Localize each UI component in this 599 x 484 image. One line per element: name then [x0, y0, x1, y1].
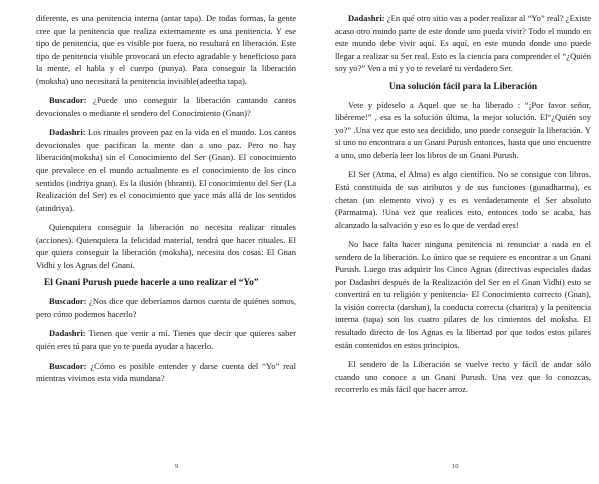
- dialogue-text: Tienen que venir a mí. Tienes que decir que quieres saber quién eres tú para que yo te pueda ayudar a hacerlo.: [36, 328, 296, 352]
- dialogue-text: Los rituales proveen paz en la vida en el mundo. Los cantos devocionales que pacifican la mente dan a uno paz. Pero no hay liberación(moksha) sin el Conocimiento del Ser (Gnan). El conocimiento que prevalece en el mundo actualmente es el conocimiento de los cinco sentidos (indriya gnan). Es la ilusión (bhranti). El conocimiento del Ser (La Realización del Ser) es el conocimiento que yace más allá de los sentidos (atindriya).: [36, 127, 296, 213]
- dialogue-text: ¿Puede uno conseguir la liberación cantando cantos devocionales o mediante el sendero del Conocimiento (Gnan)?: [36, 95, 296, 118]
- section-heading: El Gnani Purush puede hacerle a uno realizar el “Yo”: [44, 278, 259, 289]
- dialogue-paragraph: [36, 327, 296, 352]
- dialogue-paragraph: [36, 360, 296, 385]
- dialogue-text: ¿Nos dice que deberíamos darnos cuenta de quiénes somos, pero cómo podemos hacerlo?: [36, 296, 296, 319]
- dialogue-paragraph: [36, 295, 296, 320]
- dialogue-paragraph: [335, 12, 591, 75]
- dialogue-text: ¿En qué otro sitio vas a poder realizar al “Yo” real? ¿Existe acaso otro mundo parte de este donde uno pueda vivir? Todo el mundo en este mundo debe vivir aquí. Es aquí, en este mundo donde uno puede llegar a realizar su Ser real. Esto es la ciencia para comprender el “¿Quién soy yo?” Ven a mí y yo te revelaré tu verdadero Ser.: [335, 13, 591, 74]
- paragraph: Quienquiera conseguir la liberación no necesita realizar rituales (acciones). Quienquiera la felicidad material, tendrá que hacer rituales. El que quiera conseguir la liberación (moksha), necesita dos cosas: El Gnan Vidhi y los Agnas del Gnani.: [36, 222, 296, 270]
- left-page: [36, 12, 296, 385]
- section-heading: Una solución fácil para la Liberación: [388, 81, 538, 92]
- right-page: [335, 12, 591, 396]
- page-number: 9: [175, 463, 179, 470]
- dialogue-paragraph: [36, 94, 296, 119]
- page-number: 10: [452, 463, 459, 470]
- speaker-label: Dadashri:: [348, 13, 385, 23]
- speaker-label: Dadashri:: [49, 328, 86, 339]
- paragraph: El sendero de la Liberación se vuelve recto y fácil de andar sólo cuando uno conoce a un Gnani Purush. Una vez que lo conozcas, recorrerlo es más fácil que hacer arroz.: [335, 359, 591, 395]
- paragraph: Vete y pídeselo a Aquel que se ha liberado : “¡Por favor señor, libéreme!” , esa es la solución última, la mejor solución. El“¿Quién soy yo?” .Una vez que esto sea decidido, uno puede conseguir la liberación. Y si uno no encontrara a un Gnani Purush entonces, hasta que uno encuentre a uno, uno debería leer los libros de un Gnani Purush.: [335, 99, 591, 160]
- paragraph: El Ser (Atma, el Alma) es algo científico. No se consigue con libros. Está constituida de sus atributos y de sus funciones (gunadharma), es chetan (un elemento vivo) y es es verdaderamente el Ser absoluto (Parmatma). !Una vez que realices esto, entonces todo se acaba, has alcanzado la salvación y eso es lo que de verdad eres!: [335, 169, 591, 230]
- speaker-label: Buscador:: [49, 95, 87, 106]
- paragraph: No hace falta hacer ninguna penitencia ni renunciar a nada en el sendero de la liberación. Lo único que se requiere es encontrar a un Gnani Purush. Luego tras adquirir los Cinco Agnas (directivas especiales dadas por Dadashri después de la Realización del Ser en el Gnan Vidhi) esto se convertirá en tu religión y penitencia- El Conocimiento correcto (Gnan), la visión correcta (darshan), la conducta correcta (charitra) y la penitencia interna (tapa) son los cuatro pilares de los cimientos del moksha. El resultado directo de los Agnas es la libertad por que todos estos pilares están contenidos en estos principios.: [335, 239, 591, 350]
- dialogue-paragraph: [36, 126, 296, 214]
- speaker-label: Buscador:: [49, 360, 87, 371]
- speaker-label: Buscador:: [49, 296, 87, 307]
- speaker-label: Dadashri:: [49, 127, 86, 138]
- dialogue-text: ¿Cómo es posible entender y darse cuenta del “Yo” real mientras vivimos esta vida mundana?: [36, 360, 296, 384]
- paragraph: diferente, es una penitencia interna (antar tapa). De todas formas, la gente cree que la penitencia que realiza externamente es una penitencia. Y ese tipo de penitencia, que es visible por fuera, no resultará en liberación. Este tipo de penitencia visible provocará un efecto agradable y beneficioso para la mente, el habla y el cuerpo (punya). Para conseguir la liberación (moksha) uno necesitará la penitencia invisible(adeetha tapa).: [36, 13, 296, 86]
